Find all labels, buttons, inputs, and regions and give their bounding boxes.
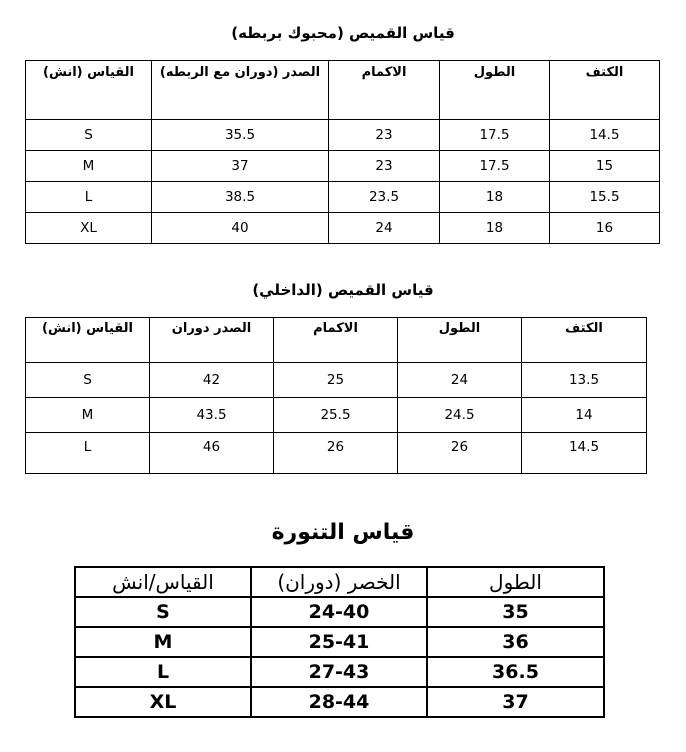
cell-shoulder: 14 — [522, 398, 647, 433]
shirt-inner-title: قياس القميص (الداخلي) — [252, 281, 434, 299]
shirt-inner-size-table — [25, 317, 647, 474]
cell-length: 17.5 — [440, 151, 550, 182]
cell-sleeves: 25.5 — [274, 398, 398, 433]
header-chest: الصدر (دوران مع الربطه) — [152, 61, 329, 120]
table-row — [75, 627, 604, 657]
cell-waist: 25-41 — [251, 627, 427, 657]
cell-shoulder: 14.5 — [522, 433, 647, 474]
table-row — [26, 213, 660, 244]
cell-size: S — [75, 597, 251, 627]
table-row — [26, 151, 660, 182]
table-header-row — [75, 567, 604, 597]
header-size: القياس (انش) — [26, 318, 150, 363]
cell-sleeves: 23 — [329, 120, 440, 151]
cell-size: L — [26, 182, 152, 213]
cell-waist: 27-43 — [251, 657, 427, 687]
table-header-row — [26, 318, 647, 363]
table-row — [26, 182, 660, 213]
cell-chest: 42 — [150, 363, 274, 398]
header-size: القياس (انش) — [26, 61, 152, 120]
cell-sleeves: 24 — [329, 213, 440, 244]
header-waist: الخصر (دوران) — [251, 567, 427, 597]
cell-shoulder: 16 — [550, 213, 660, 244]
table-row — [75, 597, 604, 627]
table-row — [26, 120, 660, 151]
cell-shoulder: 15.5 — [550, 182, 660, 213]
header-length: الطول — [398, 318, 522, 363]
header-size: القياس/انش — [75, 567, 251, 597]
cell-shoulder: 15 — [550, 151, 660, 182]
cell-length: 35 — [427, 597, 604, 627]
cell-size: XL — [26, 213, 152, 244]
cell-sleeves: 25 — [274, 363, 398, 398]
cell-sleeves: 26 — [274, 433, 398, 474]
cell-chest: 38.5 — [152, 182, 329, 213]
table-row — [26, 433, 647, 474]
cell-chest: 40 — [152, 213, 329, 244]
header-length: الطول — [427, 567, 604, 597]
cell-chest: 43.5 — [150, 398, 274, 433]
skirt-title: قياس التنورة — [271, 520, 415, 545]
header-shoulder: الكتف — [550, 61, 660, 120]
shirt-belted-size-table — [25, 60, 660, 244]
cell-size: XL — [75, 687, 251, 717]
header-shoulder: الكتف — [522, 318, 647, 363]
cell-waist: 24-40 — [251, 597, 427, 627]
table-row — [26, 363, 647, 398]
cell-size: L — [75, 657, 251, 687]
cell-chest: 46 — [150, 433, 274, 474]
cell-size: L — [26, 433, 150, 474]
cell-size: M — [75, 627, 251, 657]
cell-size: M — [26, 398, 150, 433]
cell-sleeves: 23 — [329, 151, 440, 182]
cell-length: 36 — [427, 627, 604, 657]
cell-sleeves: 23.5 — [329, 182, 440, 213]
table-header-row — [26, 61, 660, 120]
table-row — [75, 687, 604, 717]
cell-length: 37 — [427, 687, 604, 717]
header-length: الطول — [440, 61, 550, 120]
header-sleeves: الاكمام — [274, 318, 398, 363]
table-row — [75, 657, 604, 687]
cell-shoulder: 14.5 — [550, 120, 660, 151]
cell-length: 18 — [440, 213, 550, 244]
cell-chest: 37 — [152, 151, 329, 182]
cell-size: M — [26, 151, 152, 182]
header-sleeves: الاكمام — [329, 61, 440, 120]
cell-shoulder: 13.5 — [522, 363, 647, 398]
header-chest: الصدر دوران — [150, 318, 274, 363]
cell-length: 18 — [440, 182, 550, 213]
cell-waist: 28-44 — [251, 687, 427, 717]
skirt-size-table — [74, 566, 605, 718]
cell-size: S — [26, 363, 150, 398]
table-row — [26, 398, 647, 433]
shirt-belted-title: قياس القميص (محبوك بربطه) — [231, 24, 455, 42]
cell-length: 24.5 — [398, 398, 522, 433]
cell-length: 24 — [398, 363, 522, 398]
cell-chest: 35.5 — [152, 120, 329, 151]
cell-length: 36.5 — [427, 657, 604, 687]
cell-length: 26 — [398, 433, 522, 474]
cell-size: S — [26, 120, 152, 151]
cell-length: 17.5 — [440, 120, 550, 151]
